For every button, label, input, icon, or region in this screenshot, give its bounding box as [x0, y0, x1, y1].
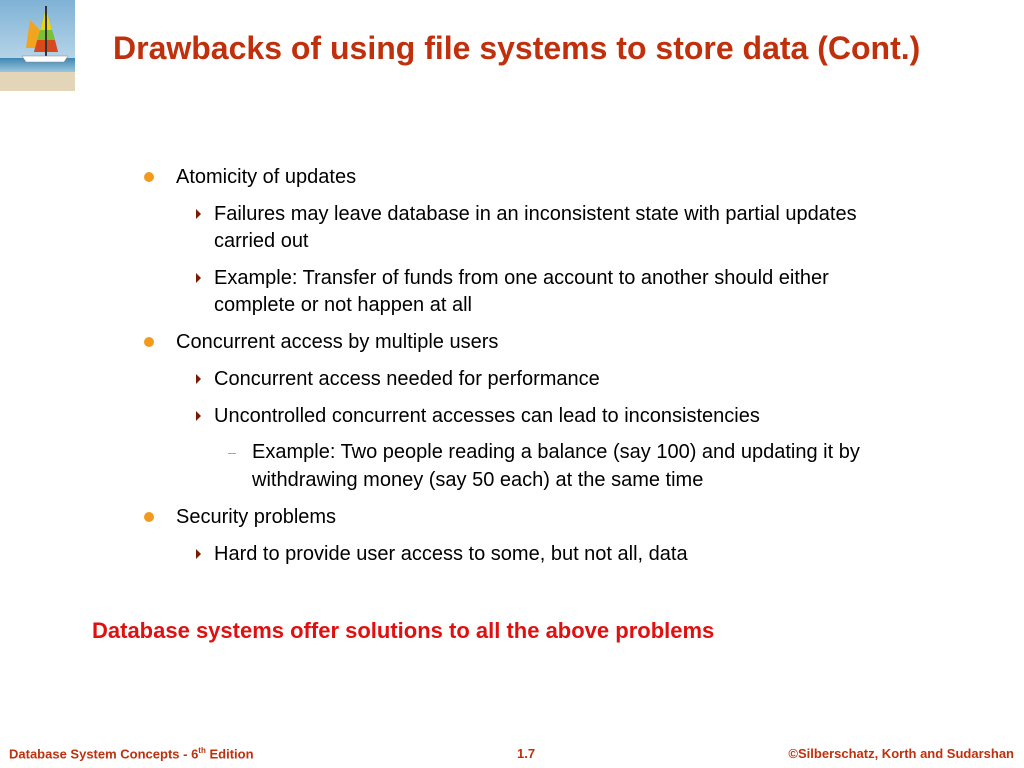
bullet-level1: Atomicity of updates — [176, 166, 357, 188]
slide-title: Drawbacks of using file systems to store data (Cont.) — [113, 30, 921, 66]
bullet-level2: Concurrent access needed for performance — [214, 368, 600, 390]
conclusion-text: Database systems offer solutions to all the above problems — [92, 618, 715, 643]
bullet-level3-continuation: withdrawing money (say 50 each) at the same time — [252, 469, 704, 491]
bullet-level2: Example: Transfer of funds from one account to another should either — [214, 267, 829, 289]
footer-edition-superscript: th — [198, 746, 206, 755]
bullet-level2-continuation: complete or not happen at all — [214, 294, 472, 316]
footer-edition-word: Edition — [205, 746, 254, 762]
slide-number: 1.7 — [517, 746, 536, 761]
dash-bullet-icon — [228, 453, 236, 454]
bullet-level2: Uncontrolled concurrent accesses can lead to inconsistencies — [214, 405, 760, 427]
triangle-arrow-bullet-icon — [196, 273, 201, 283]
bullet-level1: Security problems — [176, 506, 337, 528]
triangle-arrow-bullet-icon — [196, 411, 201, 421]
sailboat-logo — [0, 0, 75, 91]
orange-dot-bullet-icon — [144, 337, 154, 347]
bullet-level2: Failures may leave database in an inconsistent state with partial updates — [214, 203, 857, 225]
triangle-arrow-bullet-icon — [196, 549, 201, 559]
footer-book-title — [9, 746, 254, 761]
bullet-level2: Hard to provide user access to some, but not all, data — [214, 543, 688, 565]
triangle-arrow-bullet-icon — [196, 209, 201, 219]
bullet-level3: Example: Two people reading a balance (say 100) and updating it by — [252, 441, 860, 463]
bullet-level1: Concurrent access by multiple users — [176, 331, 499, 353]
footer-book-title-main: Database System Concepts - 6 — [9, 746, 199, 762]
bullet-level2-continuation: carried out — [214, 230, 309, 252]
orange-dot-bullet-icon — [144, 172, 154, 182]
orange-dot-bullet-icon — [144, 512, 154, 522]
triangle-arrow-bullet-icon — [196, 374, 201, 384]
footer-copyright: ©Silberschatz, Korth and Sudarshan — [788, 746, 1014, 761]
